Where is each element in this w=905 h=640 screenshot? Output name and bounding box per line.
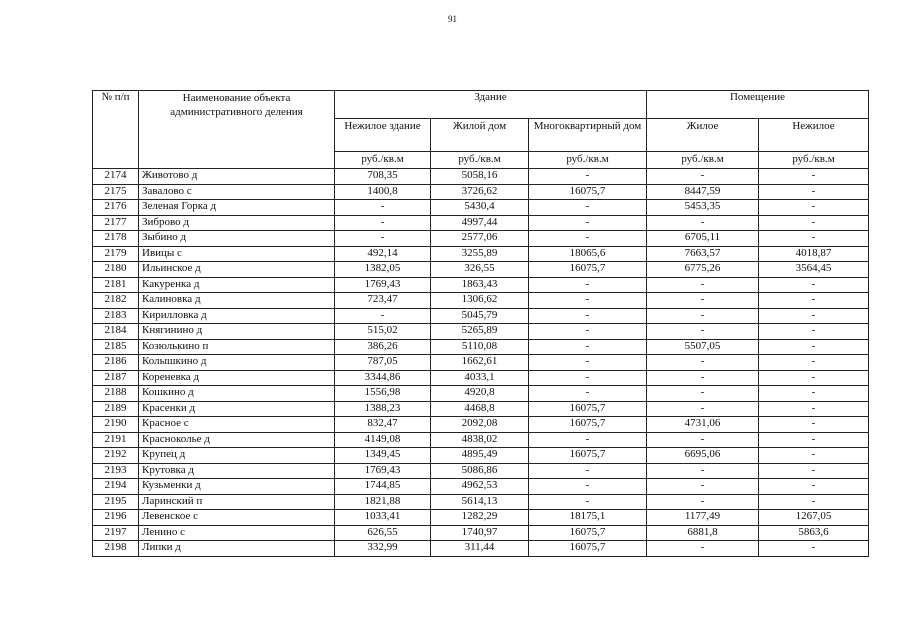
apartment-building-price: -: [529, 432, 647, 448]
header-building: Здание: [335, 91, 647, 119]
row-number: 2180: [93, 262, 139, 278]
table-row: [93, 448, 869, 464]
nonres-building-price: -: [335, 215, 431, 231]
row-number: 2182: [93, 293, 139, 309]
header-nonres-building: Нежилое здание: [335, 119, 431, 152]
house-price: 4895,49: [431, 448, 529, 464]
nonres-building-price: -: [335, 231, 431, 247]
nonres-building-price: 787,05: [335, 355, 431, 371]
residential-price: 4731,06: [647, 417, 759, 433]
row-number: 2177: [93, 215, 139, 231]
row-number: 2190: [93, 417, 139, 433]
unit-label: руб./кв.м: [529, 152, 647, 169]
nonres-building-price: 832,47: [335, 417, 431, 433]
nonres-building-price: 1769,43: [335, 463, 431, 479]
nonresidential-price: -: [759, 308, 869, 324]
row-number: 2174: [93, 169, 139, 185]
nonresidential-price: -: [759, 169, 869, 185]
house-price: 4033,1: [431, 370, 529, 386]
nonres-building-price: 1382,05: [335, 262, 431, 278]
apartment-building-price: -: [529, 169, 647, 185]
table-row: [93, 169, 869, 185]
house-price: 4468,8: [431, 401, 529, 417]
table-row: [93, 510, 869, 526]
table-row: [93, 339, 869, 355]
nonresidential-price: 4018,87: [759, 246, 869, 262]
residential-price: 6881,8: [647, 525, 759, 541]
house-price: 311,44: [431, 541, 529, 557]
nonres-building-price: -: [335, 308, 431, 324]
house-price: 2092,08: [431, 417, 529, 433]
house-price: 4997,44: [431, 215, 529, 231]
row-number: 2191: [93, 432, 139, 448]
nonresidential-price: -: [759, 463, 869, 479]
house-price: 1282,29: [431, 510, 529, 526]
house-price: 1863,43: [431, 277, 529, 293]
nonresidential-price: -: [759, 355, 869, 371]
apartment-building-price: 16075,7: [529, 184, 647, 200]
apartment-building-price: -: [529, 200, 647, 216]
object-name: Крутовка д: [139, 463, 335, 479]
row-number: 2193: [93, 463, 139, 479]
nonres-building-price: 1388,23: [335, 401, 431, 417]
nonresidential-price: -: [759, 231, 869, 247]
nonres-building-price: 626,55: [335, 525, 431, 541]
object-name: Козюлькино п: [139, 339, 335, 355]
row-number: 2185: [93, 339, 139, 355]
nonresidential-price: -: [759, 386, 869, 402]
object-name: Зеленая Горка д: [139, 200, 335, 216]
nonres-building-price: 1556,98: [335, 386, 431, 402]
apartment-building-price: -: [529, 324, 647, 340]
residential-price: -: [647, 370, 759, 386]
header-apartment-building: Многоквартирный дом: [529, 119, 647, 152]
nonres-building-price: 1769,43: [335, 277, 431, 293]
residential-price: -: [647, 386, 759, 402]
table-row: [93, 479, 869, 495]
object-name: Ларинский п: [139, 494, 335, 510]
nonres-building-price: 1033,41: [335, 510, 431, 526]
apartment-building-price: 18065,6: [529, 246, 647, 262]
table-row: [93, 246, 869, 262]
nonresidential-price: -: [759, 370, 869, 386]
nonresidential-price: -: [759, 479, 869, 495]
house-price: 5430,4: [431, 200, 529, 216]
house-price: 4920,8: [431, 386, 529, 402]
nonres-building-price: 723,47: [335, 293, 431, 309]
object-name: Левенское с: [139, 510, 335, 526]
table-row: [93, 200, 869, 216]
nonresidential-price: -: [759, 277, 869, 293]
object-name: Кошкино д: [139, 386, 335, 402]
apartment-building-price: 18175,1: [529, 510, 647, 526]
object-name: Ильинское д: [139, 262, 335, 278]
object-name: Кореневка д: [139, 370, 335, 386]
nonres-building-price: -: [335, 200, 431, 216]
row-number: 2186: [93, 355, 139, 371]
row-number: 2176: [93, 200, 139, 216]
row-number: 2192: [93, 448, 139, 464]
house-price: 4962,53: [431, 479, 529, 495]
residential-price: -: [647, 401, 759, 417]
residential-price: -: [647, 324, 759, 340]
house-price: 2577,06: [431, 231, 529, 247]
residential-price: -: [647, 215, 759, 231]
house-price: 5045,79: [431, 308, 529, 324]
residential-price: 6695,06: [647, 448, 759, 464]
page-number: 91: [448, 14, 457, 24]
residential-price: 1177,49: [647, 510, 759, 526]
table-row: [93, 463, 869, 479]
apartment-building-price: 16075,7: [529, 448, 647, 464]
house-price: 5058,16: [431, 169, 529, 185]
table-row: [93, 215, 869, 231]
nonres-building-price: 332,99: [335, 541, 431, 557]
object-name: Липки д: [139, 541, 335, 557]
house-price: 1662,61: [431, 355, 529, 371]
nonresidential-price: -: [759, 401, 869, 417]
apartment-building-price: -: [529, 386, 647, 402]
table-row: [93, 262, 869, 278]
table-row: [93, 231, 869, 247]
unit-label: руб./кв.м: [431, 152, 529, 169]
table-row: [93, 541, 869, 557]
row-number: 2178: [93, 231, 139, 247]
apartment-building-price: 16075,7: [529, 262, 647, 278]
row-number: 2183: [93, 308, 139, 324]
apartment-building-price: -: [529, 479, 647, 495]
row-number: 2188: [93, 386, 139, 402]
residential-price: -: [647, 355, 759, 371]
header-num: № п/п: [93, 91, 139, 169]
nonresidential-price: -: [759, 200, 869, 216]
unit-label: руб./кв.м: [335, 152, 431, 169]
object-name: Зиброво д: [139, 215, 335, 231]
table-row: [93, 184, 869, 200]
residential-price: 5453,35: [647, 200, 759, 216]
nonres-building-price: 386,26: [335, 339, 431, 355]
table-row: [93, 401, 869, 417]
table-row: [93, 277, 869, 293]
nonresidential-price: -: [759, 417, 869, 433]
residential-price: -: [647, 432, 759, 448]
table-row: [93, 525, 869, 541]
object-name: Зыбино д: [139, 231, 335, 247]
table-row: [93, 308, 869, 324]
object-name: Краснокольe д: [139, 432, 335, 448]
nonres-building-price: 515,02: [335, 324, 431, 340]
apartment-building-price: -: [529, 339, 647, 355]
nonres-building-price: 1349,45: [335, 448, 431, 464]
header-premises: Помещение: [647, 91, 869, 119]
row-number: 2175: [93, 184, 139, 200]
nonres-building-price: 1744,85: [335, 479, 431, 495]
residential-price: -: [647, 293, 759, 309]
table-row: [93, 293, 869, 309]
house-price: 1740,97: [431, 525, 529, 541]
unit-label: руб./кв.м: [647, 152, 759, 169]
residential-price: 5507,05: [647, 339, 759, 355]
nonresidential-price: -: [759, 432, 869, 448]
nonres-building-price: 3344,86: [335, 370, 431, 386]
residential-price: -: [647, 494, 759, 510]
table-row: [93, 417, 869, 433]
object-name: Колышкино д: [139, 355, 335, 371]
residential-price: -: [647, 463, 759, 479]
nonresidential-price: 5863,6: [759, 525, 869, 541]
object-name: Ленино с: [139, 525, 335, 541]
nonresidential-price: 1267,05: [759, 510, 869, 526]
house-price: 5614,13: [431, 494, 529, 510]
house-price: 5086,86: [431, 463, 529, 479]
house-price: 5110,08: [431, 339, 529, 355]
residential-price: -: [647, 541, 759, 557]
apartment-building-price: 16075,7: [529, 401, 647, 417]
table-row: [93, 494, 869, 510]
residential-price: -: [647, 308, 759, 324]
apartment-building-price: -: [529, 494, 647, 510]
nonres-building-price: 1821,88: [335, 494, 431, 510]
row-number: 2196: [93, 510, 139, 526]
header-name: Наименование объекта административного деления: [139, 91, 335, 169]
nonresidential-price: -: [759, 541, 869, 557]
object-name: Красенки д: [139, 401, 335, 417]
house-price: 326,55: [431, 262, 529, 278]
object-name: Животово д: [139, 169, 335, 185]
table-row: [93, 370, 869, 386]
nonresidential-price: 3564,45: [759, 262, 869, 278]
unit-label: руб./кв.м: [759, 152, 869, 169]
row-number: 2197: [93, 525, 139, 541]
object-name: Какуренка д: [139, 277, 335, 293]
row-number: 2181: [93, 277, 139, 293]
apartment-building-price: 16075,7: [529, 525, 647, 541]
nonresidential-price: -: [759, 448, 869, 464]
nonresidential-price: -: [759, 339, 869, 355]
row-number: 2189: [93, 401, 139, 417]
apartment-building-price: -: [529, 355, 647, 371]
object-name: Княгинино д: [139, 324, 335, 340]
row-number: 2187: [93, 370, 139, 386]
nonresidential-price: -: [759, 215, 869, 231]
apartment-building-price: -: [529, 370, 647, 386]
table-row: [93, 355, 869, 371]
header-residential: Жилое: [647, 119, 759, 152]
nonres-building-price: 4149,08: [335, 432, 431, 448]
object-name: Кузьменки д: [139, 479, 335, 495]
apartment-building-price: -: [529, 277, 647, 293]
residential-price: 8447,59: [647, 184, 759, 200]
house-price: 3255,89: [431, 246, 529, 262]
object-name: Ивицы с: [139, 246, 335, 262]
header-house: Жилой дом: [431, 119, 529, 152]
nonresidential-price: -: [759, 324, 869, 340]
object-name: Крупец д: [139, 448, 335, 464]
residential-price: -: [647, 169, 759, 185]
nonresidential-price: -: [759, 293, 869, 309]
house-price: 4838,02: [431, 432, 529, 448]
nonres-building-price: 1400,8: [335, 184, 431, 200]
nonres-building-price: 492,14: [335, 246, 431, 262]
residential-price: -: [647, 479, 759, 495]
nonres-building-price: 708,35: [335, 169, 431, 185]
house-price: 3726,62: [431, 184, 529, 200]
residential-price: 7663,57: [647, 246, 759, 262]
residential-price: 6775,26: [647, 262, 759, 278]
table-row: [93, 432, 869, 448]
apartment-building-price: -: [529, 463, 647, 479]
price-table: [92, 90, 869, 557]
object-name: Завалово с: [139, 184, 335, 200]
table-row: [93, 386, 869, 402]
house-price: 1306,62: [431, 293, 529, 309]
apartment-building-price: -: [529, 293, 647, 309]
residential-price: 6705,11: [647, 231, 759, 247]
table-row: [93, 324, 869, 340]
nonresidential-price: -: [759, 184, 869, 200]
object-name: Калиновка д: [139, 293, 335, 309]
row-number: 2198: [93, 541, 139, 557]
object-name: Кирилловка д: [139, 308, 335, 324]
apartment-building-price: -: [529, 231, 647, 247]
apartment-building-price: -: [529, 215, 647, 231]
house-price: 5265,89: [431, 324, 529, 340]
apartment-building-price: 16075,7: [529, 541, 647, 557]
row-number: 2179: [93, 246, 139, 262]
row-number: 2194: [93, 479, 139, 495]
row-number: 2184: [93, 324, 139, 340]
object-name: Красное с: [139, 417, 335, 433]
header-nonresidential: Нежилое: [759, 119, 869, 152]
apartment-building-price: -: [529, 308, 647, 324]
residential-price: -: [647, 277, 759, 293]
apartment-building-price: 16075,7: [529, 417, 647, 433]
row-number: 2195: [93, 494, 139, 510]
nonresidential-price: -: [759, 494, 869, 510]
